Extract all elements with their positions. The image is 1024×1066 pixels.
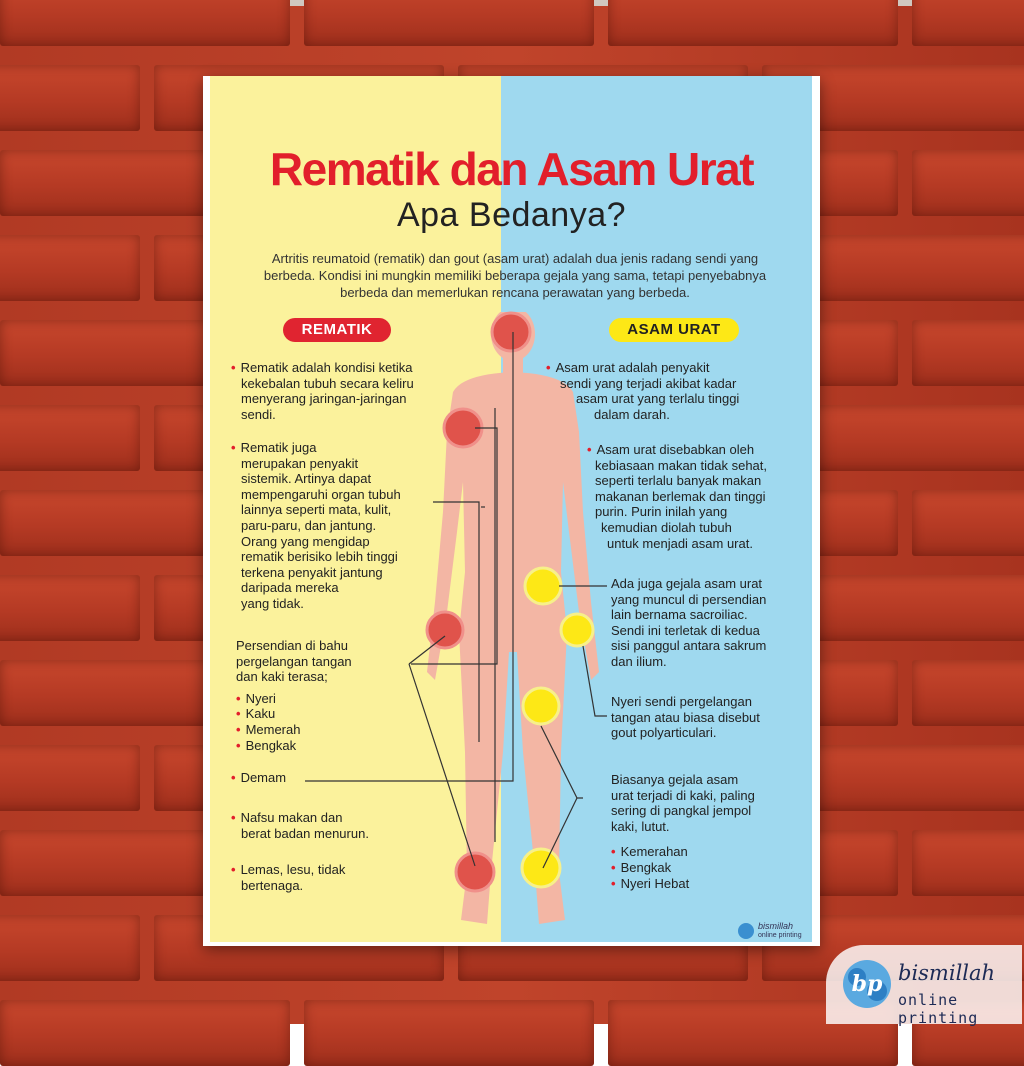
watermark bbox=[826, 945, 1022, 1027]
rematik-markers bbox=[427, 313, 530, 891]
small-brand-logo: bismillah online printing bbox=[737, 920, 813, 944]
brick bbox=[0, 745, 140, 811]
poster bbox=[203, 76, 820, 946]
brick bbox=[0, 65, 140, 131]
brick bbox=[304, 1000, 594, 1066]
brick bbox=[912, 490, 1024, 556]
brick bbox=[912, 660, 1024, 726]
brick bbox=[0, 915, 140, 981]
watermark-name: bismillah bbox=[898, 961, 996, 985]
rematik-heading: REMATIK bbox=[283, 318, 391, 342]
brick bbox=[0, 0, 290, 46]
brick bbox=[912, 830, 1024, 896]
rematik-definition: • Rematik adalah kondisi ketika kekebalan tubuh secara keliru menyerang jaringan-jaringan sendi. bbox=[231, 360, 414, 422]
bp-logo-icon bbox=[840, 957, 894, 1011]
asam-urat-definition: • Asam urat adalah penyakit sendi yang terjadi akibat kadar asam urat yang terlalu tinggi dalam darah. bbox=[546, 360, 740, 422]
brick bbox=[0, 405, 140, 471]
poster-subtitle: Apa Bedanya? bbox=[396, 196, 627, 234]
brick bbox=[0, 235, 140, 301]
brick bbox=[0, 575, 140, 641]
brick bbox=[912, 320, 1024, 386]
rematik-joints: Persendian di bahu pergelangan tangan dan kaki terasa; • Nyeri • Kaku • Memerah • Bengkak bbox=[236, 638, 352, 753]
svg-text:bp: bp bbox=[851, 971, 883, 997]
brick bbox=[0, 1000, 290, 1066]
poster-title: Rematik dan Asam Urat bbox=[269, 143, 754, 195]
brick bbox=[608, 0, 898, 46]
rematik-nafsu: • Nafsu makan dan berat badan menurun. bbox=[231, 810, 369, 841]
asam-urat-wrist: Nyeri sendi pergelangan tangan atau biasa disebut gout polyarticulari. bbox=[611, 694, 760, 741]
watermark-subtitle: online printing bbox=[898, 991, 979, 1027]
rematik-systemic: • Rematik juga merupakan penyakit sistemik. Artinya dapat mempengaruhi organ tubuh lainnya seperti mata, kulit, paru-paru, dan jantung. Orang yang mengidap rematik berisiko lebih tinggi terkena penyakit jantung daripada mereka yang tidak. bbox=[231, 440, 401, 611]
asam-urat-foot: Biasanya gejala asam urat terjadi di kaki, paling sering di pangkal jempol kaki, lutut. • Kemerahan • Bengkak • Nyeri Hebat bbox=[611, 772, 755, 891]
brick bbox=[912, 150, 1024, 216]
rematik-lemas: • Lemas, lesu, tidak bertenaga. bbox=[231, 862, 346, 893]
intro-text: Artritis reumatoid (rematik) dan gout (asam urat) adalah dua jenis radang sendi yang berbeda. Kondisi ini mungkin memiliki beberapa gejala yang sama, tetapi penyebabnya berbeda dan memerlukan rencana perawatan yang berbeda. bbox=[263, 251, 767, 300]
brand-splash-icon bbox=[737, 922, 755, 940]
brick bbox=[912, 0, 1024, 46]
brick bbox=[304, 0, 594, 46]
asam-urat-heading: ASAM URAT bbox=[609, 318, 739, 342]
asam-urat-sacroiliac: Ada juga gejala asam urat yang muncul di persendian lain bernama sacroiliac. Sendi ini terletak di kedua sisi panggul antara sakrum dan ilium. bbox=[611, 576, 767, 669]
asam-urat-cause: • Asam urat disebabkan oleh kebiasaan makan tidak sehat, seperti terlalu banyak makan makanan berlemak dan tinggi purin. Purin inilah yang kemudian diolah tubuh untuk menjadi asam urat. bbox=[587, 442, 767, 551]
rematik-demam: • Demam bbox=[231, 770, 287, 785]
